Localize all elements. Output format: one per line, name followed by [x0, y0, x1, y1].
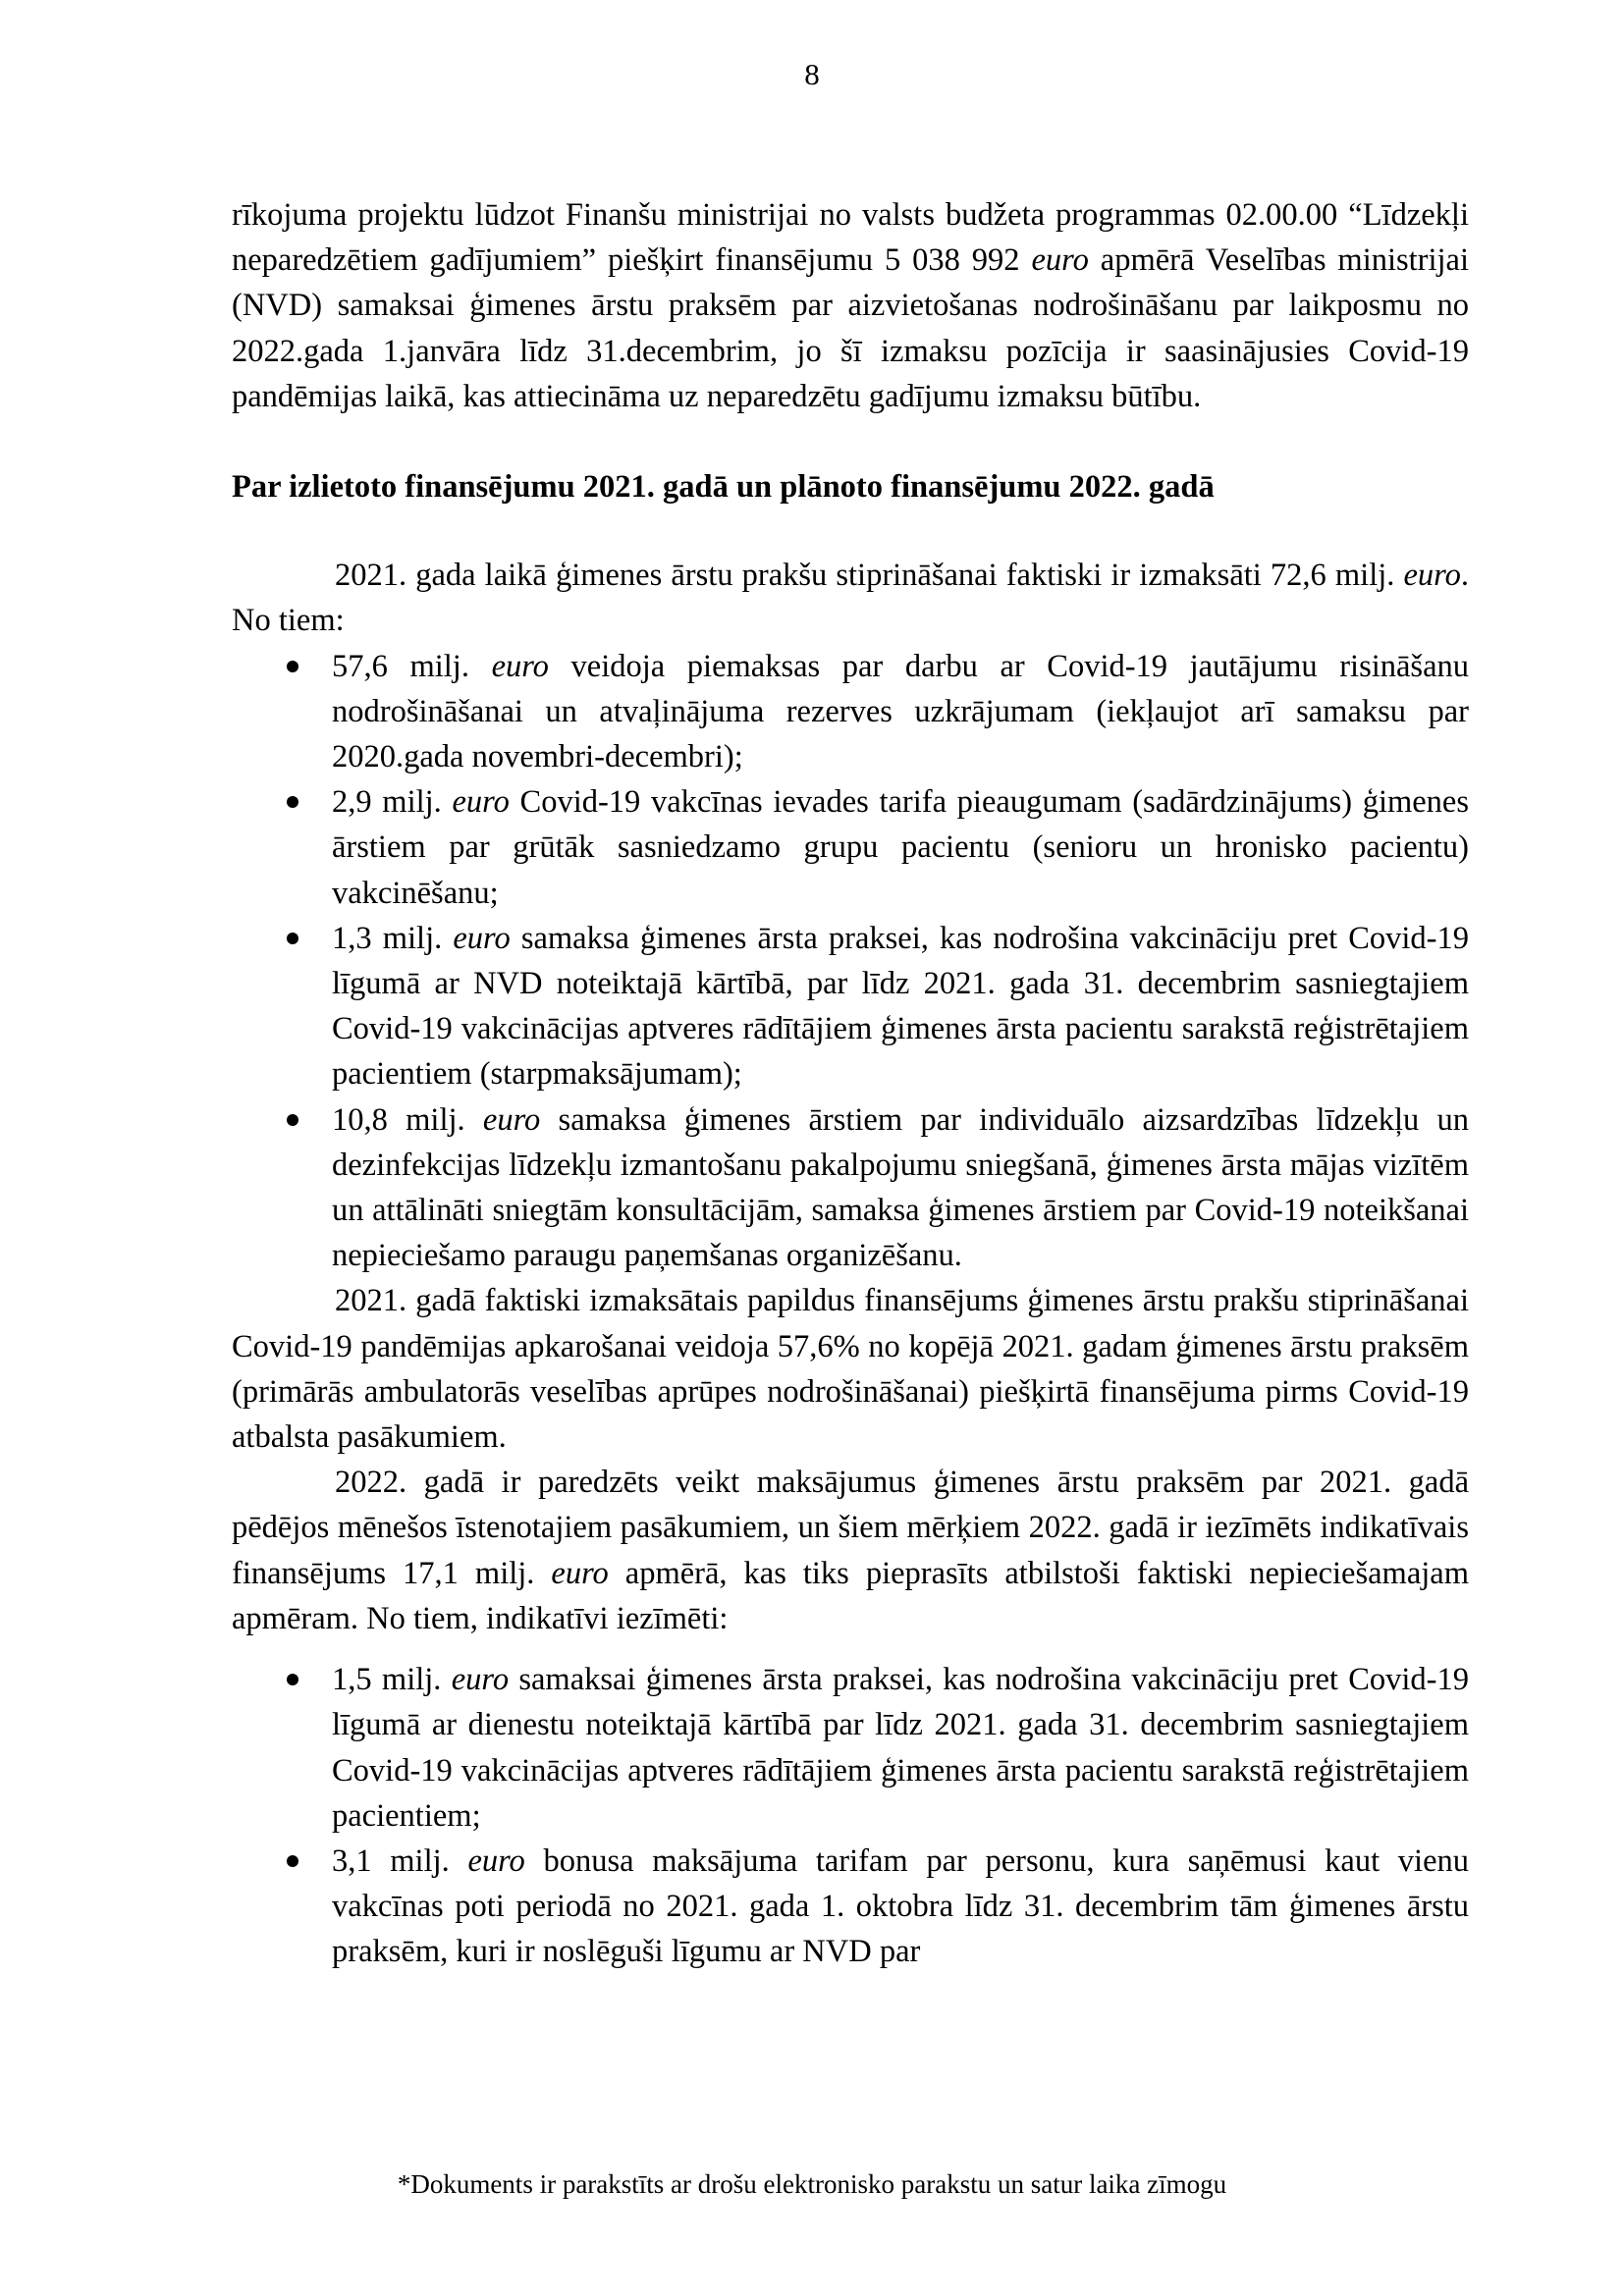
paragraph-share: 2021. gadā faktiski izmaksātais papildus finansējums ģimenes ārstu prakšu stiprināšanai Covid-19 pandēmijas apkarošanai veidoja 57,6% no kopējā 2021. gadam ģimenes ārstu praksēm (primārās ambulatorās veselības aprūpes nodrošināšanai) piešķirtā finansējuma pirms Covid-19 atbalsta pasākumiem. — [232, 1283, 1469, 1456]
intro-text-2: apmērā Veselības ministrijai (NVD) samaksai ģimenes ārstu praksēm par aizvietošanas nodrošināšanu par laikposmu no 2022.gada 1.janvāra līdz 31.decembrim, jo šī izmaksu pozīcija ir saasinājusies Covid-19 pandēmijas laikā, kas attiecināma uz neparedzētu gadījumu izmaksu būtību. — [232, 242, 1470, 414]
list-item-text: veidoja piemaksas par darbu ar Covid-19 jautājumu risināšanu nodrošināšanai un atvaļinājuma rezerves uzkrājumam (iekļaujot arī samaksu par 2020.gada novembri-decembri); — [332, 648, 1469, 775]
euro-term: euro — [451, 1662, 510, 1698]
list-item — [232, 644, 1469, 780]
bullet-icon — [287, 796, 298, 808]
list-item-amount: 2,9 milj. — [332, 784, 453, 821]
list-2021-breakdown — [232, 644, 1469, 1279]
list-item-amount: 1,5 milj. — [332, 1662, 452, 1698]
document-body — [232, 192, 1469, 1975]
bullet-icon — [287, 661, 298, 672]
page-number: 8 — [804, 57, 820, 91]
euro-term: euro — [453, 920, 511, 956]
euro-term: euro — [452, 784, 510, 821]
euro-term: euro — [482, 1101, 541, 1138]
list-item — [232, 1839, 1469, 1975]
paragraph-2022-plan — [232, 1460, 1469, 1641]
list-item-text: samaksai ģimenes ārsta praksei, kas nodrošina vakcināciju pret Covid-19 līgumā ar dienestu noteiktajā kārtībā par līdz 2021. gada 31. decembrim sasniegtajiem Covid-19 vakcinācijas aptveres rādītājiem ģimenes ārsta pacientu sarakstā reģistrētajiem pacientiem; — [332, 1662, 1470, 1834]
bullet-icon — [287, 1114, 298, 1126]
list-item — [232, 1657, 1469, 1839]
list-item-text: bonusa maksājuma tarifam par personu, kura saņēmusi kaut vienu vakcīnas poti periodā no 2021. gada 1. oktobra līdz 31. decembrim tām ģimenes ārstu praksēm, kuri ir noslēguši līgumu ar NVD par — [332, 1842, 1469, 1970]
list-item-text: samaksa ģimenes ārstiem par individuālo aizsardzības līdzekļu un dezinfekcijas līdzekļu izmantošanu pakalpojumu sniegšanā, ģimenes ārsta mājas vizītēm un attālināti sniegtām konsultācijām, samaksa ģimenes ārstiem par Covid-19 noteikšanai nepieciešamo paraugu paņemšanas organizēšanu. — [332, 1101, 1469, 1274]
euro-term: euro — [1031, 242, 1089, 279]
list-item — [232, 1097, 1469, 1279]
euro-term: euro — [551, 1555, 609, 1591]
intro-paragraph — [232, 192, 1469, 419]
signature-footer-note: *Dokuments ir parakstīts ar drošu elektronisko parakstu un satur laika zīmogu — [397, 2169, 1227, 2199]
intro-text-1: rīkojuma projektu lūdzot Finanšu ministrijai no valsts budžeta programmas 02.00.00 “Līdzekļi neparedzētiem gadījumiem” piešķirt finansējumu 5 038 992 — [232, 197, 1469, 279]
euro-term: euro — [467, 1842, 525, 1879]
paragraph-2022-text-2: apmērā, kas tiks pieprasīts atbilstoši faktiski nepieciešamajam apmēram. No tiem, indikatīvi iezīmēti: — [232, 1555, 1469, 1636]
euro-term: euro — [491, 648, 549, 684]
paragraph-2021-text-2: . No tiem: — [232, 558, 1469, 639]
paragraph-2021-text-1: 2021. gada laikā ģimenes ārstu prakšu stiprināšanai faktiski ir izmaksāti 72,6 milj. — [335, 558, 1404, 594]
paragraph-2021-total — [232, 553, 1469, 643]
list-item-amount: 57,6 milj. — [332, 648, 492, 684]
list-item — [232, 779, 1469, 916]
paragraph-2022-text-1: 2022. gadā ir paredzēts veikt maksājumus ģimenes ārstu praksēm par 2021. gadā pēdējos mēnešos īstenotajiem pasākumiem, un šiem mērķiem 2022. gadā ir iezīmēts indikatīvais finansējums 17,1 milj. — [232, 1465, 1469, 1591]
list-item-amount: 10,8 milj. — [332, 1101, 483, 1138]
list-item-amount: 1,3 milj. — [332, 920, 454, 956]
spacer — [232, 1641, 1469, 1657]
list-item-text: Covid-19 vakcīnas ievades tarifa pieaugumam (sadārdzinājums) ģimenes ārstiem par grūtāk sasniedzamo grupu pacientu (senioru un hronisko pacientu) vakcinēšanu; — [332, 784, 1469, 911]
list-item — [232, 916, 1469, 1097]
bullet-icon — [287, 933, 298, 944]
bullet-icon — [287, 1674, 298, 1685]
euro-term: euro — [1403, 558, 1461, 594]
section-heading: Par izlietoto finansējumu 2021. gadā un plānoto finansējumu 2022. gadā — [232, 469, 1215, 506]
list-item-text: samaksa ģimenes ārsta praksei, kas nodrošina vakcināciju pret Covid-19 līgumā ar NVD noteiktajā kārtībā, par līdz 2021. gada 31. decembrim sasniegtajiem Covid-19 vakcinācijas aptveres rādītājiem ģimenes ārsta pacientu sarakstā reģistrētajiem pacientiem (starpmaksājumam); — [332, 920, 1470, 1093]
bullet-icon — [287, 1855, 298, 1867]
list-item-amount: 3,1 milj. — [332, 1842, 468, 1879]
list-2022-breakdown — [232, 1657, 1469, 1974]
